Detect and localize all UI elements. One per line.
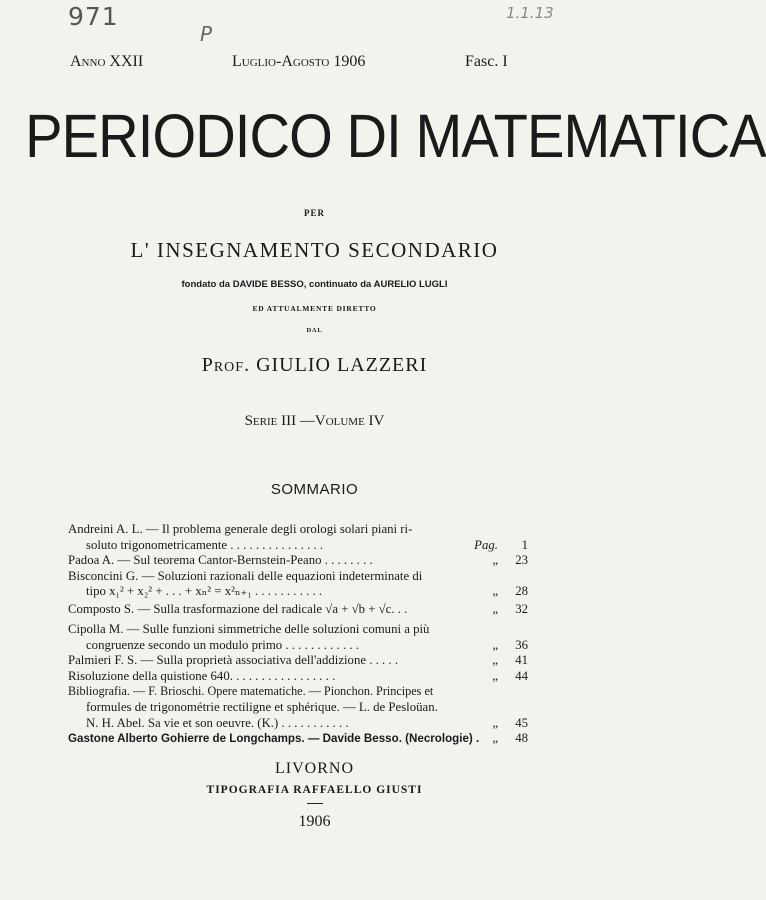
per-label: PER [304, 208, 325, 218]
toc-ditto-mark: „ [492, 668, 498, 683]
editor-name: Prof. GIULIO LAZZERI [201, 354, 428, 376]
toc-line [68, 684, 528, 700]
toc-entry-padoa: Padoa A. — Sul teorema Cantor-Bernstein-Peano . . . . . . . . [68, 553, 373, 568]
toc-page: 45 [515, 715, 528, 730]
handwritten-number: 1.1.13 [506, 4, 554, 22]
toc-line [68, 538, 528, 554]
toc-line [68, 522, 528, 538]
toc-entry-cipolla: Cipolla M. — Sulle funzioni simmetriche delle soluzioni comuni a più [68, 621, 430, 636]
issue-fascicle: Fasc. I [465, 53, 508, 70]
toc-line [68, 638, 528, 654]
toc-entry-andreini: Andreini A. L. — Il problema generale degli orologi solari piani ri- [68, 522, 413, 536]
toc-line [68, 553, 528, 569]
toc-entry-bisconcini-cont: tipo x₁² + x₂² + . . . + xₙ² = x²ₙ₊₁ . . . . . . . . . . . [86, 584, 323, 599]
toc-ditto-mark: „ [492, 584, 498, 599]
toc-ditto-mark: „ [492, 637, 498, 652]
imprint-year: 1906 [298, 813, 331, 830]
toc-line [68, 716, 528, 732]
toc-ditto-mark: „ [492, 715, 498, 730]
toc-entry-risoluzione: Risoluzione della quistione 640. . . . . . . . . . . . . . . . . [68, 668, 336, 683]
imprint-city: LIVORNO [275, 760, 354, 777]
toc-line [68, 569, 528, 585]
toc-entry-bibliografia-cont2: N. H. Abel. Sa vie et son oeuvre. (K.) . . . . . . . . . . . [86, 715, 349, 730]
sommario-heading: SOMMARIO [270, 481, 359, 498]
toc-page: 28 [515, 584, 528, 599]
toc-page: 23 [515, 553, 528, 568]
founders-line: fondato da DAVIDE BESSO, continuato da AURELIO LUGLI [181, 279, 448, 290]
handwritten-mark: P [200, 22, 213, 46]
toc-line [68, 622, 528, 638]
toc-line [68, 669, 528, 685]
toc-entry-palmieri: Palmieri F. S. — Sulla proprietà associativa dell'addizione . . . . . [68, 653, 399, 668]
toc-line [68, 600, 528, 622]
toc-page: 44 [515, 668, 528, 683]
directed-line: ED ATTUALMENTE DIRETTO [252, 304, 377, 313]
toc-line [68, 584, 528, 600]
toc-page-prefix: Pag. [474, 537, 498, 552]
journal-title: PERIODICO DI MATEMATICA [25, 102, 766, 170]
series-volume: Serie III —Volume IV [244, 413, 385, 429]
toc-entry-andreini-cont: soluto trigonometricamente . . . . . . . . . . . . . . . [86, 537, 324, 552]
toc-line [68, 731, 528, 747]
toc-ditto-mark: „ [492, 601, 498, 616]
toc-line [68, 653, 528, 669]
toc-ditto-mark: „ [492, 653, 498, 668]
table-of-contents [68, 522, 528, 747]
toc-entry-bisconcini: Bisconcini G. — Soluzioni razionali delle equazioni indeterminate di [68, 568, 423, 583]
toc-page: 1 [521, 537, 528, 552]
toc-entry-bibliografia-cont: formules de trigonométrie rectiligne et sphérique. — L. de Pesloüan. [86, 699, 438, 714]
toc-page: 41 [515, 653, 528, 668]
imprint-printer: TIPOGRAFIA RAFFAELLO GIUSTI [206, 784, 423, 796]
toc-entry-bibliografia: Bibliografia. — F. Brioschi. Opere matematiche. — Pionchon. Principes et [68, 684, 434, 699]
handwritten-shelfmark: 971 [68, 2, 119, 31]
issue-date: Luglio-Agosto 1906 [232, 53, 366, 70]
toc-page: 36 [515, 637, 528, 652]
toc-page: 32 [515, 601, 528, 616]
toc-entry-composto: Composto S. — Sulla trasformazione del radicale √a + √b + √c. . . [68, 601, 408, 616]
toc-entry-cipolla-cont: congruenze secondo un modulo primo . . . . . . . . . . . . [86, 637, 359, 652]
journal-subtitle: L' INSEGNAMENTO SECONDARIO [130, 238, 499, 262]
toc-entry-necrologie: Gastone Alberto Gohierre de Longchamps. — Davide Besso. (Necrologie) . [68, 732, 480, 746]
dal-label: DAL [306, 327, 323, 334]
issue-year: Anno XXII [70, 53, 144, 70]
toc-page: 48 [515, 731, 528, 746]
toc-ditto-mark: „ [492, 553, 498, 568]
toc-ditto-mark: „ [492, 731, 498, 746]
imprint-divider [307, 803, 323, 804]
toc-line [68, 700, 528, 716]
